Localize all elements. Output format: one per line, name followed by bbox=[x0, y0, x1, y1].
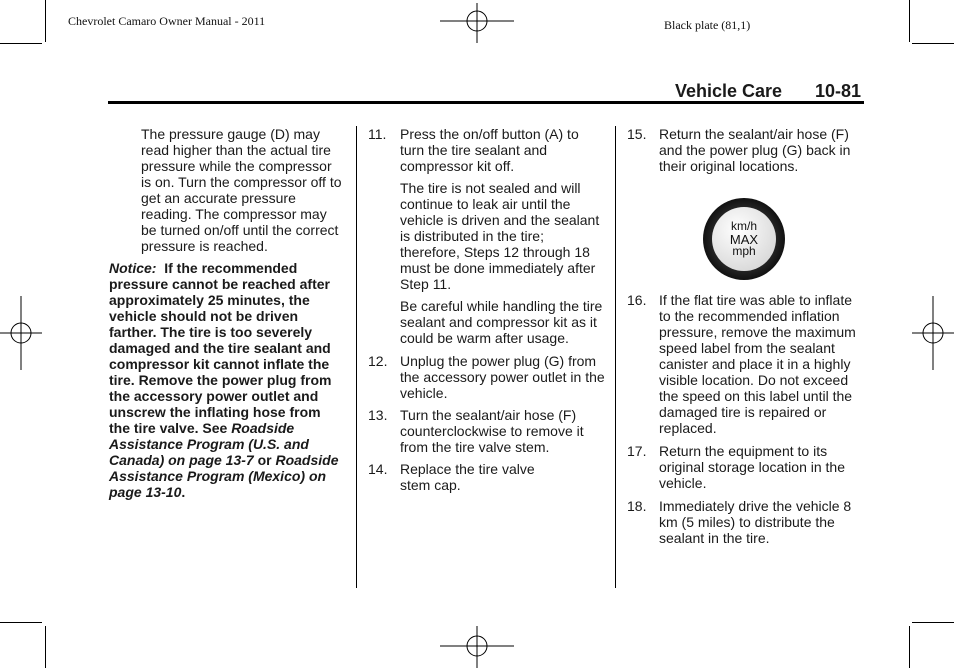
step-text: Press the on/off button (A) to turn the tire sealant and compressor kit off. bbox=[400, 126, 579, 174]
continued-paragraph: The pressure gauge (D) may read higher than the actual tire pressure while the compressor is on. Turn the compressor off to get an accurate pressure reading. The compressor may be turned on/off until the correct pressure is reached. bbox=[141, 126, 342, 254]
header-rule bbox=[108, 101, 864, 104]
step-13 bbox=[368, 407, 606, 455]
slug-right: Black plate (81,1) bbox=[664, 18, 751, 32]
step-12 bbox=[368, 353, 606, 401]
registration-mark-right bbox=[912, 296, 954, 370]
notice-or: or bbox=[257, 452, 272, 468]
step-16 bbox=[627, 292, 863, 436]
notice-ref-1[interactable]: Roadside Assistance Program (U.S. and Canada) on page 13-7 bbox=[109, 420, 309, 468]
page-number: 10-81 bbox=[815, 81, 862, 101]
step-17 bbox=[627, 443, 863, 491]
notice-label: Notice: bbox=[109, 260, 157, 276]
step-text: Replace the tire valve stem cap. bbox=[400, 461, 535, 493]
step-text: Turn the sealant/air hose (F) counterclockwise to remove it from the tire valve stem. bbox=[400, 407, 584, 455]
crop-mark-tr-h bbox=[912, 43, 954, 44]
step-number: 11. bbox=[368, 126, 387, 142]
crop-mark-tl-v bbox=[45, 0, 46, 42]
step-18 bbox=[627, 498, 863, 546]
gauge-unit-top: km/h bbox=[730, 219, 757, 233]
notice-paragraph bbox=[109, 260, 345, 500]
column-1 bbox=[109, 126, 345, 500]
crop-mark-tl-h bbox=[0, 43, 42, 44]
step-15 bbox=[627, 126, 863, 174]
crop-mark-tr-v bbox=[909, 0, 910, 42]
column-3-lower bbox=[627, 292, 863, 546]
step-11-note-1: The tire is not sealed and will continue to leak air until the vehicle is driven and the sealant is distributed in the tire; therefore, Steps 12 through 18 must be done immediately after Step 11. bbox=[400, 180, 600, 292]
step-number: 13. bbox=[368, 407, 388, 423]
step-number: 15. bbox=[627, 126, 647, 142]
step-11-note-2: Be careful while handling the tire sealant and compressor kit as it could be warm after usage. bbox=[400, 298, 603, 346]
step-text: Return the sealant/air hose (F) and the power plug (G) back in their original locations. bbox=[659, 126, 851, 174]
step-number: 16. bbox=[627, 292, 647, 308]
step-number: 18. bbox=[627, 498, 647, 514]
crop-mark-br-v bbox=[909, 626, 910, 668]
step-text: Unplug the power plug (G) from the accessory power outlet in the vehicle. bbox=[400, 353, 605, 401]
crop-mark-bl-h bbox=[0, 622, 42, 623]
step-number: 17. bbox=[627, 443, 647, 459]
registration-mark-bottom bbox=[440, 626, 514, 668]
column-2 bbox=[368, 126, 606, 493]
step-14 bbox=[368, 461, 606, 493]
notice-text: If the recommended pressure cannot be reached after approximately 25 minutes, the vehicle should not be driven farther. The tire is too severely damaged and the tire sealant and compressor kit cannot inflate the tire. Remove the power plug from the accessory power outlet and unscrew the inflating hose from the tire valve. See bbox=[109, 260, 332, 436]
notice-ref-2[interactable]: Roadside Assistance Program (Mexico) on page 13-10 bbox=[109, 452, 339, 500]
step-number: 14. bbox=[368, 461, 388, 477]
column-3 bbox=[627, 126, 863, 174]
column-divider-1 bbox=[356, 126, 357, 588]
slug-left: Chevrolet Camaro Owner Manual - 2011 bbox=[68, 14, 266, 28]
step-11 bbox=[368, 126, 606, 174]
registration-mark-top bbox=[440, 3, 514, 43]
crop-mark-bl-v bbox=[45, 626, 46, 668]
step-number: 12. bbox=[368, 353, 388, 369]
step-text: Immediately drive the vehicle 8 km (5 miles) to distribute the sealant in the tire. bbox=[659, 498, 852, 546]
column-divider-2 bbox=[615, 126, 616, 588]
crop-mark-br-h bbox=[912, 622, 954, 623]
gauge-max: MAX bbox=[729, 232, 759, 247]
registration-mark-left bbox=[0, 296, 42, 370]
step-text: Return the equipment to its original storage location in the vehicle. bbox=[659, 443, 846, 491]
step-text: If the flat tire was able to inflate to the recommended inflation pressure, remove the maximum speed label from the sealant canister and place it in a highly visible location. Do not exceed the speed on this label until the damaged tire is repaired or replaced. bbox=[659, 292, 856, 436]
section-title: Vehicle Care bbox=[675, 81, 783, 101]
max-speed-label-illustration bbox=[702, 197, 786, 281]
notice-period: . bbox=[181, 484, 186, 500]
gauge-unit-bottom: mph bbox=[732, 244, 756, 258]
